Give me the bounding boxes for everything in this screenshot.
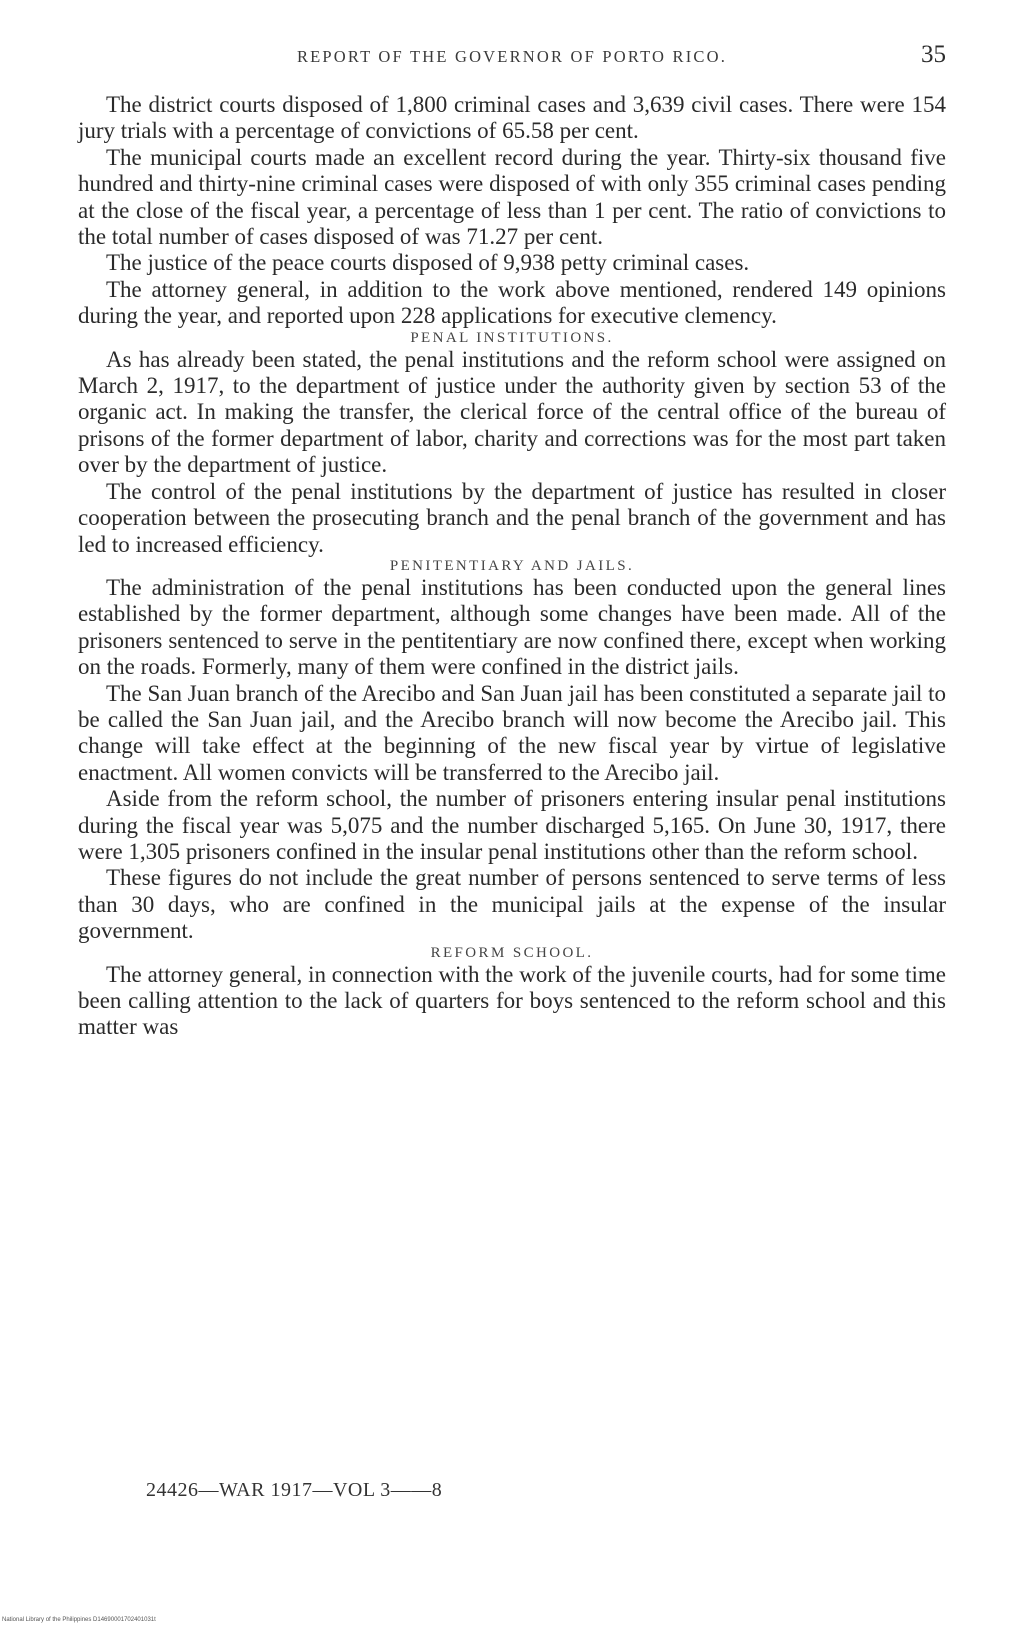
paragraph-district-courts: The district courts disposed of 1,800 criminal cases and 3,639 civil cases. There were 154 jury trials with a percentage of convictions of 65.58 per cent. — [78, 92, 946, 144]
paragraph-figures: These figures do not include the great number of persons sentenced to serve terms of less than 30 days, who are confined in the municipal jails at the expense of the insular government. — [78, 865, 946, 944]
paragraph-justice-of-peace: The justice of the peace courts disposed of 9,938 petty criminal cases. — [106, 250, 750, 276]
heading-reform-school: REFORM SCHOOL. — [430, 944, 594, 961]
running-title: REPORT OF THE GOVERNOR OF PORTO RICO. — [296, 47, 728, 66]
paragraph-attorney-general: The attorney general, in addition to the work above mentioned, rendered 149 opinions during the year, and reported upon 228 applications for executive clemency. — [78, 276, 946, 329]
paragraph-administration: The administration of the penal institutions has been conducted upon the general lines established by the former department, although some changes have been made. All of the prisoners sentenced to serve in the pentitentiary are now confined there, except when working on the roads. Formerly, many of them were confined in the district jails. — [78, 574, 946, 680]
document-page — [78, 0, 946, 1630]
paragraph-reform: The attorney general, in connection with the work of the juvenile courts, had for some time been calling attention to the lack of quarters for boys sentenced to the reform school and this matter was — [78, 961, 946, 1040]
heading-penitentiary-and-jails: PENITENTIARY AND JAILS. — [389, 557, 635, 574]
digitization-credit: National Library of the Philippines D14690001702401031t — [2, 1617, 156, 1623]
paragraph-penal-transfer: As has already been stated, the penal institutions and the reform school were assigned on March 2, 1917, to the department of justice under the authority given by section 53 of the organic act. In making the transfer, the clerical force of the central office of the bureau of prisons of the former department of labor, charity and corrections was for the most part taken over by the department of justice. — [78, 346, 946, 478]
body-text — [78, 92, 946, 1041]
paragraph-prisoners: Aside from the reform school, the number of prisoners entering insular penal institutions during the fiscal year was 5,075 and the number discharged 5,165. On June 30, 1917, there were 1,305 prisoners confined in the insular penal institutions other than the reform school. — [78, 786, 946, 864]
paragraph-municipal-courts: The municipal courts made an excellent record during the year. Thirty-six thousand five hundred and thirty-nine criminal cases were disposed of with only 355 criminal cases pending at the close of the fiscal year, a percentage of less than 1 per cent. The ratio of convictions to the total number of cases disposed of was 71.27 per cent. — [78, 144, 946, 250]
running-head — [78, 41, 946, 71]
heading-penal-institutions: PENAL INSTITUTIONS. — [410, 329, 614, 346]
printer-signature: 24426—WAR 1917—VOL 3——8 — [146, 1479, 443, 1501]
page-number: 35 — [921, 41, 946, 68]
paragraph-penal-control: The control of the penal institutions by the department of justice has resulted in closer cooperation between the prosecuting branch and the penal branch of the government and has led to increased efficiency. — [78, 478, 946, 557]
paragraph-san-juan: The San Juan branch of the Arecibo and San Juan jail has been constituted a separate jail to be called the San Juan jail, and the Arecibo branch will now become the Arecibo jail. This change will take effect at the beginning of the new fiscal year by virtue of legislative enactment. All women convicts will be transferred to the Arecibo jail. — [78, 680, 946, 785]
